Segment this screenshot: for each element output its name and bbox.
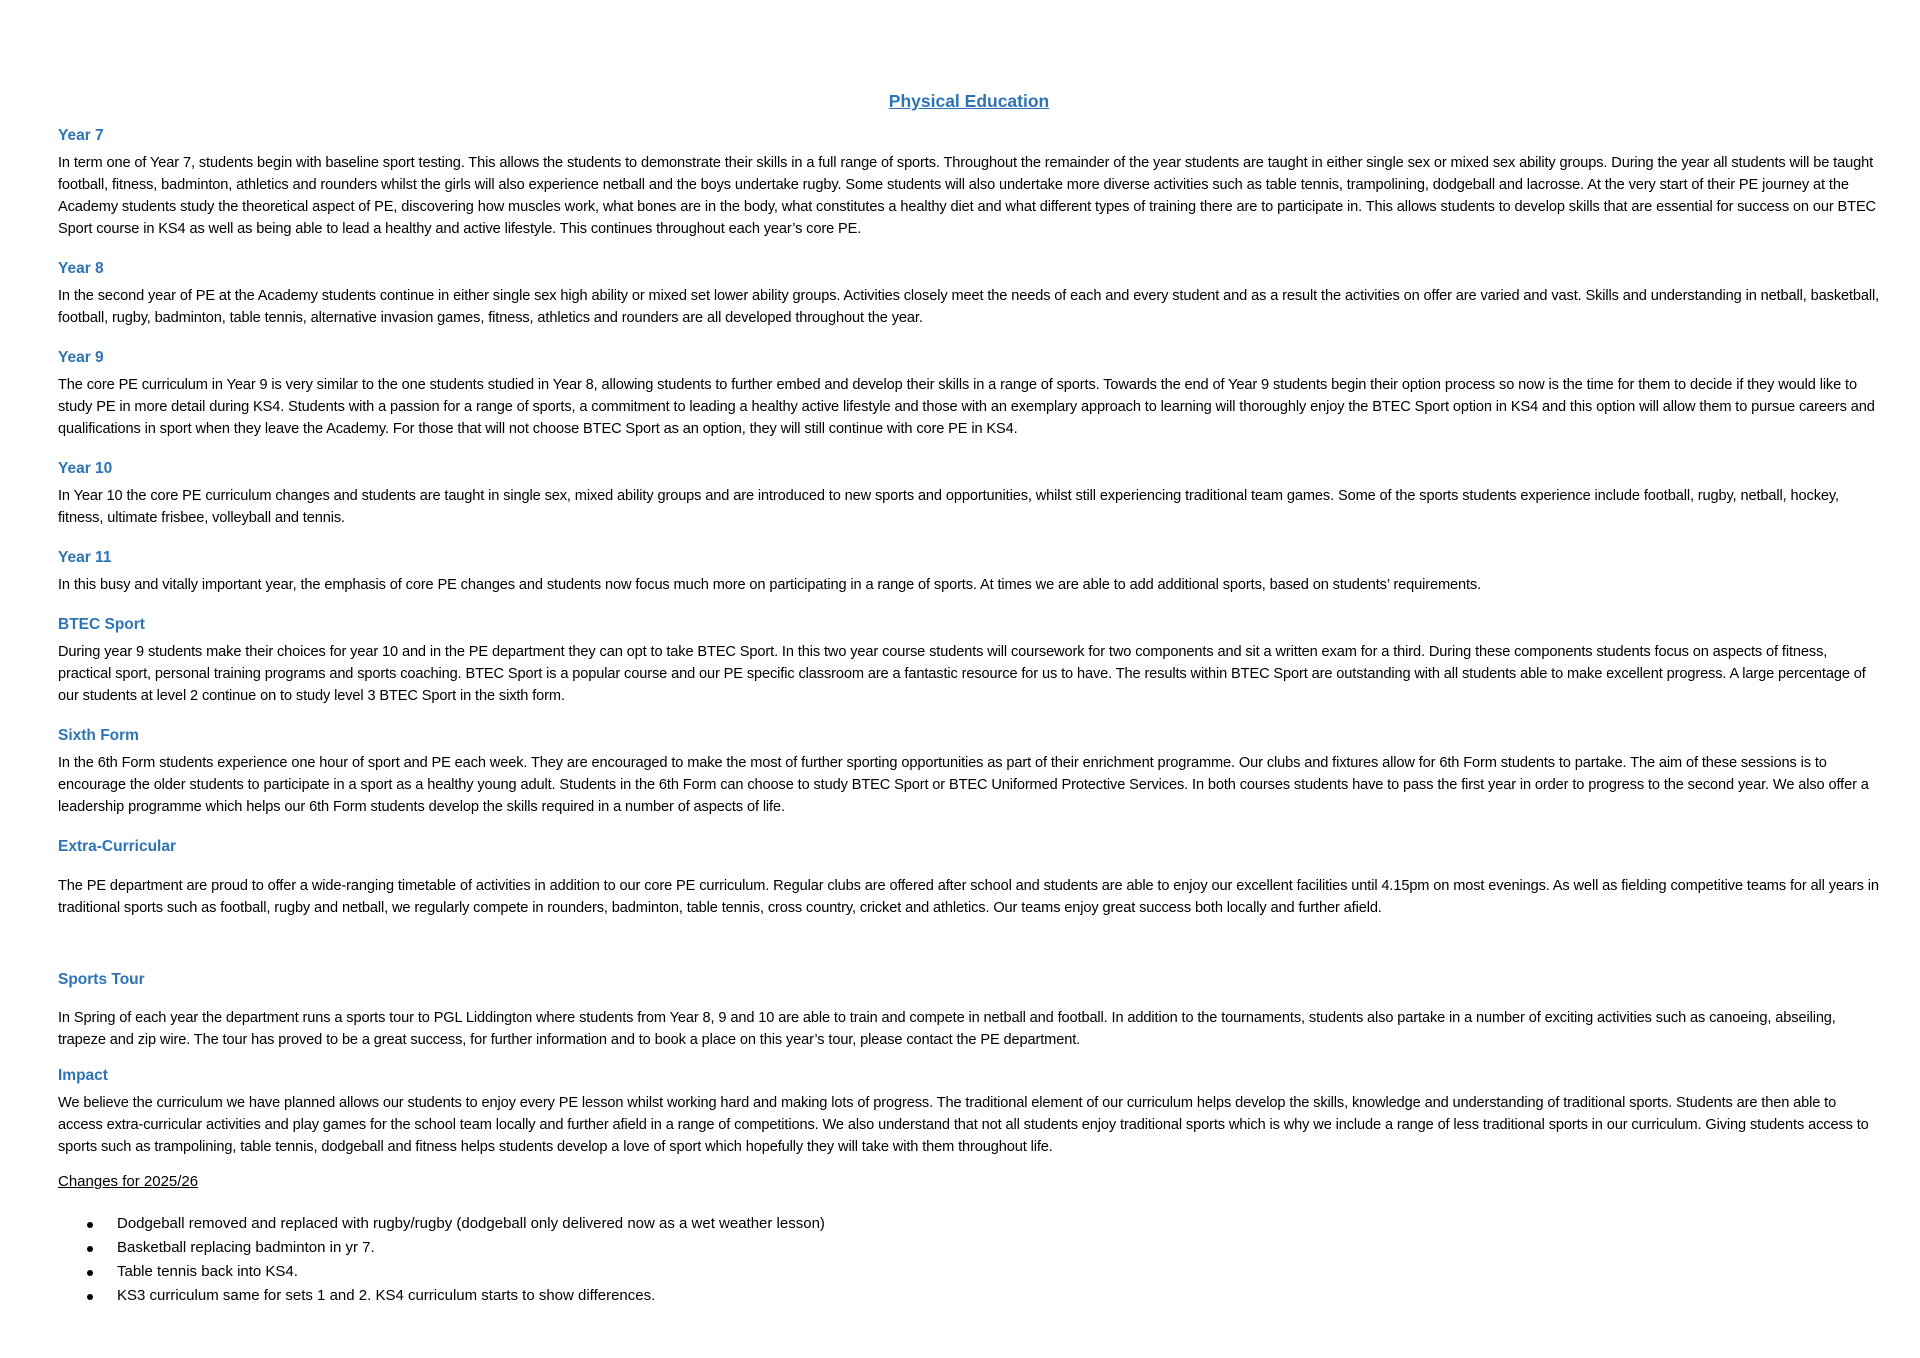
section-extra-curricular	[58, 837, 1880, 919]
section-sports-tour	[58, 970, 1880, 1051]
section-body: In Spring of each year the department runs a sports tour to PGL Liddington where students from Year 8, 9 and 10 are able to train and compete in netball and football. In addition to the tournaments, students also partake in a number of exciting activities such as canoeing, abseiling, trapeze and zip wire. The tour has proved to be a great success, for further information and to book a place on this year’s tour, please contact the PE department.	[58, 1010, 1836, 1048]
section-impact	[58, 1066, 1880, 1158]
section-year-10	[58, 459, 1880, 529]
page-title: Physical Education	[888, 91, 1050, 111]
bullet-icon	[87, 1270, 93, 1276]
section-body: The PE department are proud to offer a wide-ranging timetable of activities in addition to our core PE curriculum. Regular clubs are offered after school and students are able to enjoy our excellent facilities until 4.15pm on most evenings. As well as fielding competitive teams for all years in traditional sports such as football, rugby and netball, we regularly compete in rounders, badminton, table tennis, cross country, cricket and athletics. Our teams enjoy great success both locally and further afield.	[58, 878, 1879, 916]
list-item-text: Dodgeball removed and replaced with rugby/rugby (dodgeball only delivered now as a wet weather lesson)	[117, 1215, 825, 1232]
section-heading: Impact	[58, 1067, 108, 1084]
section-body: In the 6th Form students experience one hour of sport and PE each week. They are encouraged to make the most of further sporting opportunities as part of their enrichment programme. Our clubs and fixtures allow for 6th Form students to partake. The aim of these sessions is to encourage the older students to participate in a sport as a healthy young adult. Students in the 6th Form can choose to study BTEC Sport or BTEC Uniformed Protective Services. In both courses students have to pass the first year in order to progress to the second year. We also offer a leadership programme which helps our 6th Form students develop the skills required in a number of aspects of life.	[58, 755, 1869, 815]
section-heading: Year 8	[58, 260, 104, 277]
section-body: We believe the curriculum we have planned allows our students to enjoy every PE lesson whilst working hard and making lots of progress. The traditional element of our curriculum helps develop the skills, knowledge and understanding of traditional sports. Students are then able to access extra-curricular activities and play games for the school team locally and further afield in a range of competitions. We also understand that not all students enjoy traditional sports which is why we include a range of less traditional sports in our curriculum. Giving students access to sports such as trampolining, table tennis, dodgeball and fitness helps students develop a love of sport which hopefully they will take with them throughout life.	[58, 1095, 1869, 1155]
bullet-icon	[87, 1222, 93, 1228]
bullet-icon	[87, 1246, 93, 1252]
section-heading: Sports Tour	[58, 971, 145, 988]
list-item	[58, 1284, 825, 1308]
list-item	[58, 1212, 825, 1236]
section-body: In term one of Year 7, students begin with baseline sport testing. This allows the students to demonstrate their skills in a full range of sports. Throughout the remainder of the year students are taught in either single sex or mixed sex ability groups. During the year all students will be taught football, fitness, badminton, athletics and rounders whilst the girls will also experience netball and the boys undertake rugby. Some students will also undertake more diverse activities such as table tennis, trampolining, dodgeball and lacrosse. At the very start of their PE journey at the Academy students study the theoretical aspect of PE, discovering how muscles work, what bones are in the body, what constitutes a healthy diet and what different types of training there are to participate in. This allows students to develop skills that are essential for success on our BTEC Sport course in KS4 as well as being able to lead a healthy and active lifestyle. This continues throughout each year’s core PE.	[58, 155, 1876, 237]
section-year-7	[58, 126, 1880, 240]
bullet-icon	[87, 1294, 93, 1300]
section-year-9	[58, 348, 1880, 440]
section-heading: Year 9	[58, 349, 104, 366]
section-body: In this busy and vitally important year, the emphasis of core PE changes and students now focus much more on participating in a range of sports. At times we are able to add additional sports, based on students’ requirements.	[58, 577, 1482, 593]
changes-title: Changes for 2025/26	[58, 1173, 199, 1190]
list-item-text: Basketball replacing badminton in yr 7.	[117, 1239, 375, 1256]
section-heading: Sixth Form	[58, 727, 139, 744]
section-year-8	[58, 259, 1880, 329]
section-heading: Year 7	[58, 127, 104, 144]
changes-list	[58, 1212, 825, 1308]
section-body: The core PE curriculum in Year 9 is very similar to the one students studied in Year 8, allowing students to further embed and develop their skills in a range of sports. Towards the end of Year 9 students begin their option process so now is the time for them to decide if they would like to study PE in more detail during KS4. Students with a passion for a range of sports, a commitment to leading a healthy active lifestyle and those with an exemplary approach to learning will thoroughly enjoy the BTEC Sport option in KS4 and this option will allow them to pursue careers and qualifications in sport when they leave the Academy. For those that will not choose BTEC Sport as an option, they will still continue with core PE in KS4.	[58, 377, 1875, 437]
section-btec-sport	[58, 615, 1880, 707]
section-heading: Extra-Curricular	[58, 838, 177, 855]
list-item	[58, 1260, 825, 1284]
list-item	[58, 1236, 825, 1260]
section-body: During year 9 students make their choices for year 10 and in the PE department they can opt to take BTEC Sport. In this two year course students will coursework for two components and sit a written exam for a third. During these components students focus on aspects of fitness, practical sport, personal training programs and sports coaching. BTEC Sport is a popular course and our PE specific classroom are a fantastic resource for us to have. The results within BTEC Sport are outstanding with all students able to make excellent progress. A large percentage of our students at level 2 continue on to study level 3 BTEC Sport in the sixth form.	[58, 644, 1866, 704]
section-sixth-form	[58, 726, 1880, 818]
section-body: In Year 10 the core PE curriculum changes and students are taught in single sex, mixed ability groups and are introduced to new sports and opportunities, whilst still experiencing traditional team games. Some of the sports students experience include football, rugby, netball, hockey, fitness, ultimate frisbee, volleyball and tennis.	[58, 488, 1839, 526]
section-heading: Year 11	[58, 549, 112, 566]
section-body: In the second year of PE at the Academy students continue in either single sex high ability or mixed set lower ability groups. Activities closely meet the needs of each and every student and as a result the activities on offer are varied and vast. Skills and understanding in netball, basketball, football, rugby, badminton, table tennis, alternative invasion games, fitness, athletics and rounders are all developed throughout the year.	[58, 288, 1880, 326]
section-year-11	[58, 548, 1880, 596]
section-heading: Year 10	[58, 460, 113, 477]
list-item-text: Table tennis back into KS4.	[117, 1263, 298, 1280]
list-item-text: KS3 curriculum same for sets 1 and 2. KS4 curriculum starts to show differences.	[117, 1287, 656, 1304]
section-heading: BTEC Sport	[58, 616, 145, 633]
